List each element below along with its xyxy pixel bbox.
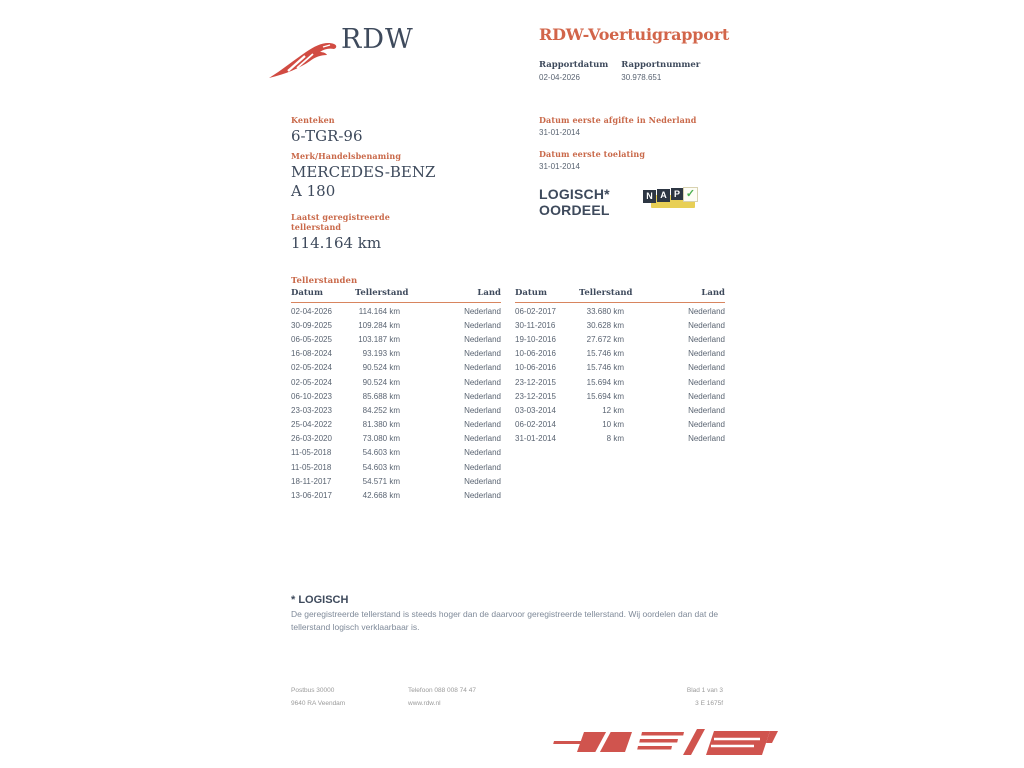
table-cell-land: Nederland xyxy=(688,306,725,316)
table-cell-datum: 11-05-2018 xyxy=(291,462,332,472)
merk-label: Merk/Handelsbenaming xyxy=(291,151,402,161)
table-cell-tellerstand: 15.746 km xyxy=(586,363,624,373)
table-row xyxy=(515,403,725,417)
tellerstanden-table-right xyxy=(515,288,725,446)
table-row xyxy=(515,375,725,389)
laatste-tellerstand-field xyxy=(291,212,441,253)
table-cell-tellerstand: 33.680 km xyxy=(586,306,624,316)
table-cell-tellerstand: 12 km xyxy=(602,405,624,415)
vehicle-info-left xyxy=(291,115,441,258)
nap-logo xyxy=(643,185,699,211)
table-cell-land: Nederland xyxy=(688,320,725,330)
kenteken-value: 6-TGR-96 xyxy=(291,127,363,145)
table-body-right xyxy=(515,303,725,446)
report-meta xyxy=(539,60,700,82)
table-cell-land: Nederland xyxy=(688,363,725,373)
table-cell-datum: 06-05-2025 xyxy=(291,334,332,344)
table-cell-land: Nederland xyxy=(464,491,501,501)
table-row xyxy=(515,432,725,446)
table-row xyxy=(515,318,725,332)
nap-checkmark-icon: ✓ xyxy=(683,187,698,202)
footer-city: 9640 RA Veendam xyxy=(291,700,346,707)
table-cell-tellerstand: 8 km xyxy=(606,434,624,444)
table-cell-datum: 10-06-2016 xyxy=(515,363,556,373)
column-header-land: Land xyxy=(477,288,501,298)
table-cell-tellerstand: 54.603 km xyxy=(362,448,400,458)
table-cell-tellerstand: 90.524 km xyxy=(362,363,400,373)
column-header-land: Land xyxy=(701,288,725,298)
table-cell-land: Nederland xyxy=(688,391,725,401)
rdw-wordmark: RDW xyxy=(341,24,414,55)
footer-contact xyxy=(408,687,476,708)
table-cell-datum: 16-08-2024 xyxy=(291,349,332,359)
table-cell-datum: 19-10-2016 xyxy=(515,334,556,344)
oordeel-verdict xyxy=(539,186,610,218)
oordeel-line2: OORDEEL xyxy=(539,202,610,218)
footer-page-info xyxy=(620,687,723,708)
footnote-title: * LOGISCH xyxy=(291,594,349,606)
table-cell-tellerstand: 15.746 km xyxy=(586,349,624,359)
table-row xyxy=(291,332,501,346)
footer-form-code: 3 E 1675f xyxy=(695,700,723,707)
table-row xyxy=(291,347,501,361)
table-cell-land: Nederland xyxy=(464,320,501,330)
report-number-block xyxy=(621,60,700,82)
table-cell-land: Nederland xyxy=(688,334,725,344)
table-cell-land: Nederland xyxy=(688,405,725,415)
table-cell-tellerstand: 54.603 km xyxy=(362,462,400,472)
table-cell-tellerstand: 42.668 km xyxy=(362,491,400,501)
table-row xyxy=(291,375,501,389)
table-cell-tellerstand: 54.571 km xyxy=(362,476,400,486)
table-cell-datum: 06-10-2023 xyxy=(291,391,332,401)
footnote-text: De geregistreerde tellerstand is steeds hoger dan de daarvoor geregistreerde tellerstand. Wij oordelen dan dat de tellerstand logisch verklaarbaar is. xyxy=(291,609,719,632)
column-header-tellerstand: Tellerstand xyxy=(355,288,409,298)
table-cell-land: Nederland xyxy=(464,377,501,387)
tellerstanden-table-left xyxy=(291,288,501,503)
table-row xyxy=(291,318,501,332)
table-cell-datum: 13-06-2017 xyxy=(291,491,332,501)
merk-value: MERCEDES-BENZ A 180 xyxy=(291,163,436,200)
table-row xyxy=(515,304,725,318)
table-cell-datum: 30-09-2025 xyxy=(291,320,332,330)
table-row xyxy=(515,347,725,361)
table-row xyxy=(291,446,501,460)
toelating-value: 31-01-2014 xyxy=(539,162,580,171)
table-cell-tellerstand: 15.694 km xyxy=(586,377,624,387)
table-cell-land: Nederland xyxy=(688,434,725,444)
table-header-row xyxy=(291,288,501,303)
laatste-tellerstand-label: Laatst geregistreerde tellerstand xyxy=(291,212,390,232)
table-cell-datum: 26-03-2020 xyxy=(291,434,332,444)
table-cell-land: Nederland xyxy=(464,363,501,373)
footer-phone: Telefoon 088 008 74 47 xyxy=(408,687,476,694)
table-cell-datum: 23-03-2023 xyxy=(291,405,332,415)
table-cell-tellerstand: 114.164 km xyxy=(358,306,400,316)
table-row xyxy=(515,361,725,375)
afgifte-label: Datum eerste afgifte in Nederland xyxy=(539,115,697,125)
kenteken-field xyxy=(291,115,441,146)
toelating-field xyxy=(539,149,714,171)
table-cell-datum: 02-05-2024 xyxy=(291,377,332,387)
table-cell-land: Nederland xyxy=(688,349,725,359)
column-header-datum: Datum xyxy=(515,288,547,298)
table-cell-land: Nederland xyxy=(464,462,501,472)
table-cell-land: Nederland xyxy=(464,434,501,444)
table-cell-land: Nederland xyxy=(464,391,501,401)
table-cell-datum: 23-12-2015 xyxy=(515,377,556,387)
table-row xyxy=(291,403,501,417)
table-cell-land: Nederland xyxy=(688,377,725,387)
table-cell-tellerstand: 10 km xyxy=(602,420,624,430)
table-row xyxy=(515,418,725,432)
report-date-value: 02-04-2026 xyxy=(539,73,580,82)
table-cell-datum: 06-02-2014 xyxy=(515,420,556,430)
table-cell-land: Nederland xyxy=(464,476,501,486)
table-cell-land: Nederland xyxy=(688,420,725,430)
table-body-left xyxy=(291,303,501,503)
table-cell-tellerstand: 84.252 km xyxy=(362,405,400,415)
table-row xyxy=(291,361,501,375)
table-cell-datum: 18-11-2017 xyxy=(291,476,332,486)
table-row xyxy=(515,389,725,403)
table-row xyxy=(291,304,501,318)
rdw-stripes-logo-icon xyxy=(548,727,778,760)
report-number-value: 30.978.651 xyxy=(621,73,662,82)
table-cell-tellerstand: 93.193 km xyxy=(362,349,400,359)
nap-letter-p: P xyxy=(671,188,683,200)
column-header-datum: Datum xyxy=(291,288,323,298)
table-cell-datum: 11-05-2018 xyxy=(291,448,332,458)
report-number-label: Rapportnummer xyxy=(621,60,701,70)
footer-page-indicator: Blad 1 van 3 xyxy=(686,687,723,694)
afgifte-value: 31-01-2014 xyxy=(539,128,580,137)
kenteken-label: Kenteken xyxy=(291,115,335,125)
table-cell-datum: 02-05-2024 xyxy=(291,363,332,373)
table-cell-tellerstand: 30.628 km xyxy=(586,320,624,330)
table-cell-land: Nederland xyxy=(464,405,501,415)
footer-address xyxy=(291,687,345,708)
afgifte-field xyxy=(539,115,714,137)
table-cell-datum: 02-04-2026 xyxy=(291,306,332,316)
table-cell-tellerstand: 103.187 km xyxy=(358,334,400,344)
table-row xyxy=(291,460,501,474)
table-cell-tellerstand: 85.688 km xyxy=(362,391,400,401)
footer-postbus: Postbus 30000 xyxy=(291,687,335,694)
table-cell-tellerstand: 90.524 km xyxy=(362,377,400,387)
report-date-block xyxy=(539,60,608,82)
table-cell-tellerstand: 15.694 km xyxy=(586,391,624,401)
table-cell-tellerstand: 81.380 km xyxy=(362,420,400,430)
rdw-eagle-logo-icon xyxy=(268,30,338,80)
table-cell-land: Nederland xyxy=(464,334,501,344)
toelating-label: Datum eerste toelating xyxy=(539,149,646,159)
table-row xyxy=(291,474,501,488)
table-row xyxy=(291,488,501,502)
table-cell-datum: 10-06-2016 xyxy=(515,349,556,359)
tellerstanden-section-title: Tellerstanden xyxy=(291,276,358,286)
table-cell-land: Nederland xyxy=(464,349,501,359)
table-row xyxy=(291,432,501,446)
report-title: RDW-Voertuigrapport xyxy=(539,25,730,44)
table-cell-land: Nederland xyxy=(464,306,501,316)
table-row xyxy=(291,389,501,403)
table-header-row xyxy=(515,288,725,303)
table-row xyxy=(515,332,725,346)
report-date-label: Rapportdatum xyxy=(539,60,609,70)
table-cell-datum: 03-03-2014 xyxy=(515,405,556,415)
column-header-tellerstand: Tellerstand xyxy=(579,288,633,298)
table-cell-tellerstand: 109.284 km xyxy=(358,320,400,330)
table-cell-tellerstand: 27.672 km xyxy=(586,334,624,344)
table-cell-land: Nederland xyxy=(464,420,501,430)
table-cell-datum: 06-02-2017 xyxy=(515,306,556,316)
table-cell-datum: 25-04-2022 xyxy=(291,420,332,430)
merk-field xyxy=(291,151,441,201)
table-row xyxy=(291,418,501,432)
oordeel-line1: LOGISCH* xyxy=(539,186,610,202)
nap-letter-n: N xyxy=(643,190,656,203)
nap-letter-a: A xyxy=(657,189,670,202)
table-cell-land: Nederland xyxy=(464,448,501,458)
table-cell-datum: 30-11-2016 xyxy=(515,320,556,330)
table-cell-datum: 23-12-2015 xyxy=(515,391,556,401)
footer-website: www.rdw.nl xyxy=(408,700,441,707)
table-cell-datum: 31-01-2014 xyxy=(515,434,556,444)
table-cell-tellerstand: 73.080 km xyxy=(362,434,400,444)
laatste-tellerstand-value: 114.164 km xyxy=(291,234,382,252)
vehicle-info-right xyxy=(539,115,714,176)
